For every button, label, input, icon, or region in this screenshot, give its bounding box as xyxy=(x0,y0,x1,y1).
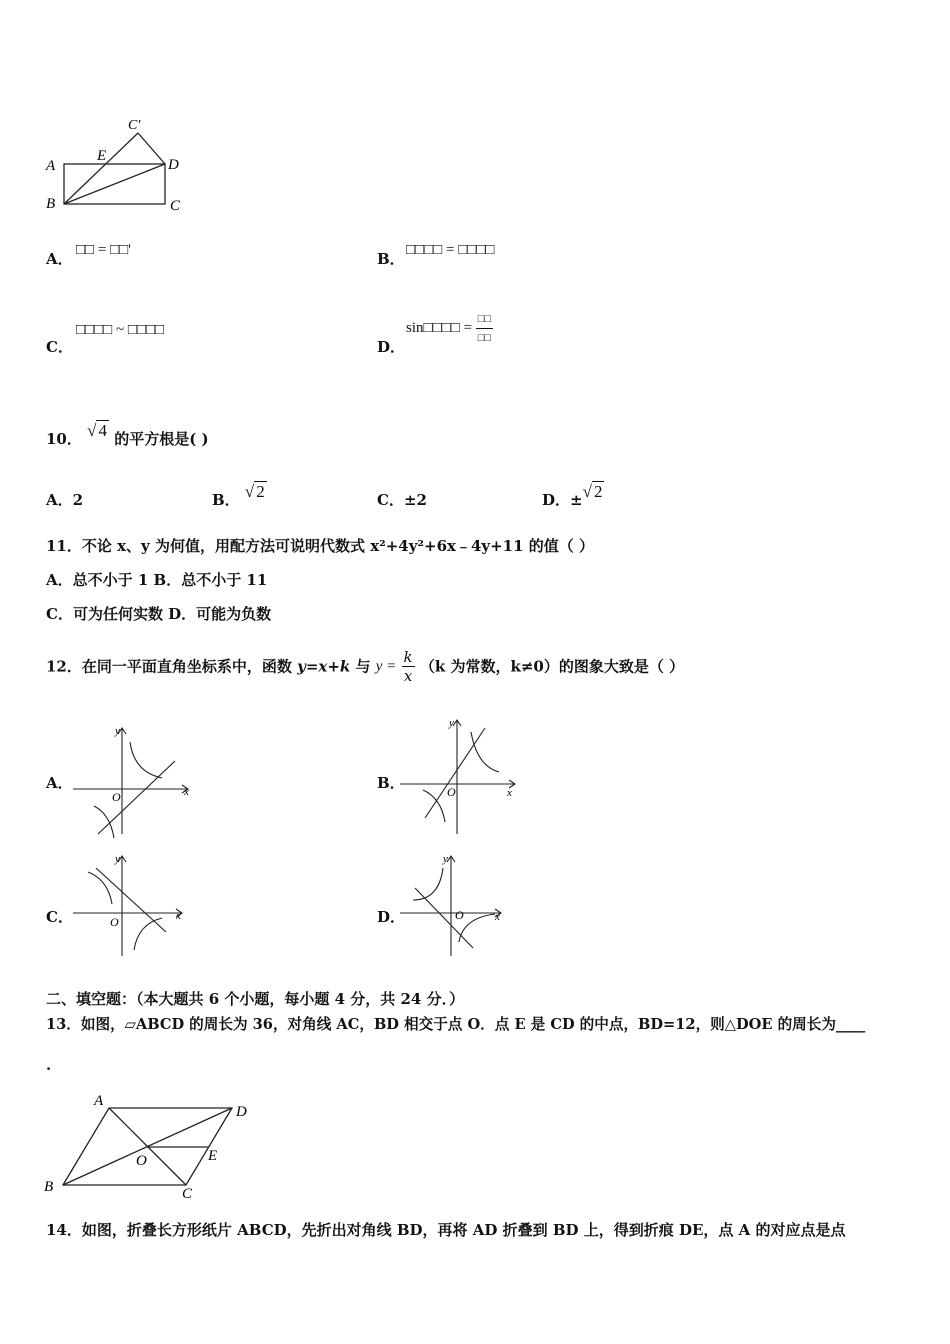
q10-option-a: A．2 xyxy=(46,491,84,509)
svg-text:O: O xyxy=(455,908,464,922)
q10-option-d: D．±√ 2 xyxy=(542,482,603,509)
q9-option-c-formula: □□□□ ~ □□□□ xyxy=(76,322,165,338)
svg-text:y: y xyxy=(115,853,120,865)
label-o: O xyxy=(136,1153,147,1169)
q12-graph-a xyxy=(70,722,200,840)
k-over-x: $\frac{k}{x}$ xyxy=(403,648,413,685)
q13-question: 13．如图，▱ABCD 的周长为 36，对角线 AC，BD 相交于点 O．点 E 是 CD 的中点，BD=12，则△DOE 的周长为____ xyxy=(46,1016,866,1033)
q11-question: 11．不论 x、y 为何值，用配方法可说明代数式 x²+4y²+6x﹣4y+11 的值（ ） xyxy=(46,537,594,555)
svg-text:x: x xyxy=(507,787,512,799)
q12-graph-c xyxy=(70,850,200,960)
svg-text:y: y xyxy=(443,853,448,865)
q9-option-a-label: A． xyxy=(46,250,73,268)
q12-graph-d xyxy=(397,850,527,960)
svg-text:x: x xyxy=(495,911,500,923)
q12-graph-b xyxy=(397,714,527,838)
q12-option-a: A． xyxy=(46,774,73,792)
svg-text:y: y xyxy=(449,717,454,729)
label-d: D xyxy=(236,1104,247,1120)
q12-option-b: B． xyxy=(377,774,405,792)
q12-question: 12．在同一平面直角坐标系中，函数 y=x+k 与 y = $\frac{k}{x}$ （k 为常数，k≠0）的图象大致是（ ） xyxy=(46,648,685,685)
label-b: B xyxy=(46,196,56,212)
label-a: A xyxy=(94,1093,104,1109)
section-heading-fill-in: 二、填空题：（本大题共 6 个小题，每小题 4 分，共 24 分．） xyxy=(46,990,465,1008)
q13-figure xyxy=(40,1090,260,1200)
q9-option-d-label: D． xyxy=(377,338,406,356)
q10-option-c: C．±2 xyxy=(377,491,427,509)
label-e: E xyxy=(97,148,107,164)
sqrt-4: √ 4 xyxy=(87,421,107,440)
q14-question: 14．如图，折叠长方形纸片 ABCD，先折出对角线 BD，再将 AD 折叠到 BD 上，得到折痕 DE，点 A 的对应点是点 xyxy=(46,1221,846,1239)
label-b: B xyxy=(44,1179,54,1195)
sin-prefix: sin xyxy=(406,319,424,336)
label-e: E xyxy=(208,1148,218,1164)
q10-option-b: B． √ 2 xyxy=(212,482,265,509)
q9-option-c-label: C． xyxy=(46,338,73,356)
svg-text:y: y xyxy=(115,725,120,737)
label-c: C xyxy=(182,1186,193,1200)
q9-option-d-formula xyxy=(406,310,493,347)
svg-text:x: x xyxy=(184,786,189,798)
sin-body: □□□□ = xyxy=(423,319,472,336)
fraction-boxes: $\frac{□□}{□□}$ xyxy=(476,310,493,347)
q11-options-line2: C．可为任何实数 D．可能为负数 xyxy=(46,605,272,623)
q9-figure xyxy=(40,115,190,220)
svg-text:O: O xyxy=(447,785,456,799)
label-a: A xyxy=(46,158,56,174)
q12-option-d: D． xyxy=(377,908,406,926)
label-d: D xyxy=(168,157,179,173)
q9-option-b-label: B． xyxy=(377,250,405,268)
q9-option-a-formula: □□ = □□' xyxy=(76,242,131,258)
svg-text:O: O xyxy=(112,790,121,804)
q10-line xyxy=(46,421,209,448)
q11-options-line1: A．总不小于 1 B．总不小于 11 xyxy=(46,571,268,589)
q13-tail: . xyxy=(46,1056,52,1074)
label-c-prime: C' xyxy=(128,118,141,133)
q9-option-b-formula: □□□□ = □□□□ xyxy=(406,242,495,258)
q10-number: 10． xyxy=(46,430,82,448)
label-c: C xyxy=(170,198,181,214)
svg-text:x: x xyxy=(176,910,181,922)
q12-option-c: C． xyxy=(46,908,73,926)
q10-text: 的平方根是( ) xyxy=(114,430,209,448)
svg-text:O: O xyxy=(110,915,119,929)
